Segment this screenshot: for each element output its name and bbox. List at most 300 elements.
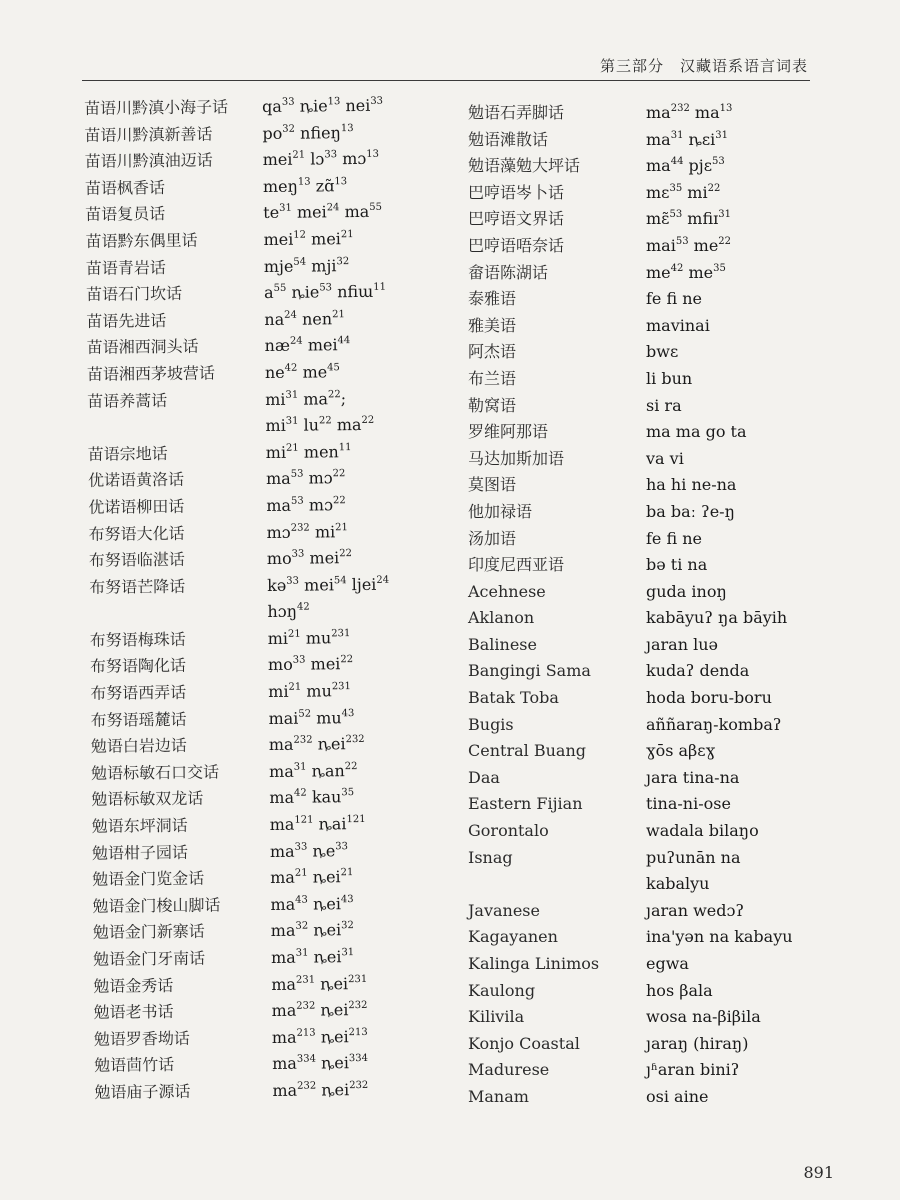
- language-name: Acehnese: [468, 581, 546, 601]
- language-name: 勉语金门新寨话: [92, 922, 205, 943]
- language-name: 苗语石门坎话: [85, 284, 183, 305]
- syllable: kə: [267, 575, 287, 595]
- table-row: [79, 730, 465, 761]
- tone-number: 44: [337, 335, 351, 347]
- word-form: [646, 366, 826, 393]
- word-form: [263, 198, 459, 227]
- syllable: ma: [266, 495, 292, 515]
- syllable: kudaʔ denda: [646, 661, 750, 681]
- tone-number: 24: [289, 335, 303, 348]
- running-header: 第三部分 汉藏语系语言词表: [599, 57, 808, 75]
- table-row: [74, 252, 460, 283]
- table-row: [72, 92, 458, 123]
- table-row: [73, 172, 459, 203]
- table-row: [82, 1023, 468, 1054]
- tone-number: 43: [341, 707, 355, 719]
- tone-number: 31: [670, 129, 684, 141]
- table-row: [468, 818, 826, 845]
- syllable: ma: [271, 1000, 297, 1021]
- table-row: [78, 677, 464, 708]
- right-column: [468, 100, 826, 1111]
- syllable: po: [262, 123, 283, 143]
- syllable: ljei: [346, 574, 377, 594]
- syllable: fe fi ne: [646, 528, 703, 548]
- language-name: 苗语川黔滇新善话: [84, 124, 213, 145]
- table-row: [468, 419, 826, 446]
- syllable: ma: [270, 947, 296, 967]
- tone-number: 11: [373, 281, 387, 294]
- tone-number: 33: [291, 548, 305, 560]
- syllable: ma: [298, 388, 329, 409]
- word-form: [646, 339, 826, 366]
- word-form: [646, 845, 826, 872]
- language-name: Javanese: [468, 900, 540, 920]
- table-row: [72, 119, 458, 150]
- syllable: ma: [269, 814, 295, 835]
- syllable: mei: [263, 229, 294, 249]
- syllable: mai: [268, 708, 299, 728]
- syllable: egwa: [646, 954, 689, 973]
- syllable: te: [263, 203, 280, 223]
- syllable: næ: [264, 336, 291, 356]
- word-form: [646, 951, 826, 978]
- language-name: 勉语石弄脚话: [468, 103, 565, 122]
- syllable: fe fi ne: [646, 289, 703, 309]
- tone-number: 21: [340, 867, 354, 879]
- syllable: si ra: [646, 395, 682, 415]
- tone-number: 232: [348, 1000, 368, 1012]
- syllable: mai: [646, 235, 676, 255]
- tone-number: 232: [345, 734, 365, 746]
- language-name: Batak Toba: [468, 688, 559, 708]
- language-name: 布努语西弄话: [90, 682, 187, 703]
- table-row: [82, 1049, 468, 1080]
- syllable: aññaraŋ-kombaʔ: [646, 714, 782, 734]
- word-form: [646, 526, 826, 553]
- header-rule: [82, 80, 810, 81]
- syllable: zɑ̃: [310, 176, 335, 196]
- word-form: [271, 943, 467, 972]
- language-name: 苗语枫香话: [84, 177, 166, 198]
- word-form: [269, 730, 465, 759]
- word-form: [646, 100, 826, 127]
- language-name: 勉语滩散话: [468, 129, 549, 149]
- table-row: [468, 685, 826, 712]
- syllable: ma: [339, 202, 370, 222]
- language-name: 他加禄语: [468, 501, 533, 521]
- word-form: [646, 791, 826, 818]
- tone-number: 21: [292, 149, 306, 161]
- word-form: [270, 890, 466, 919]
- tone-number: 52: [298, 708, 312, 720]
- language-name: 布努语梅珠话: [89, 629, 186, 650]
- table-row: [75, 358, 461, 389]
- tone-number: 33: [281, 96, 295, 108]
- tone-number: 43: [295, 894, 308, 906]
- syllable: meŋ: [262, 176, 299, 196]
- syllable: mo: [266, 548, 292, 569]
- table-row: [468, 791, 826, 818]
- word-form: [646, 685, 826, 712]
- tone-number: 213: [296, 1027, 316, 1039]
- language-name: 勉语老书话: [93, 1002, 174, 1023]
- tone-number: 53: [290, 468, 304, 481]
- table-row: [468, 127, 826, 154]
- table-row: [75, 384, 461, 415]
- language-name: 布努语瑶麓话: [90, 709, 187, 730]
- table-row: [468, 260, 826, 287]
- syllable: mi: [265, 389, 286, 409]
- word-form: [264, 331, 460, 360]
- syllable: mei: [305, 654, 341, 675]
- tone-number: 22: [361, 414, 375, 427]
- syllable: va vi: [646, 448, 684, 468]
- syllable: ȷara tina-na: [646, 767, 740, 787]
- tone-number: 31: [285, 415, 299, 427]
- word-form: [266, 491, 462, 520]
- syllable: ba baː ʔe-ŋ: [646, 501, 735, 521]
- table-row: [80, 890, 466, 921]
- word-form: [646, 1084, 826, 1111]
- table-row: [78, 704, 464, 735]
- syllable: ina'yən na kabayu: [646, 927, 793, 947]
- language-name: 阿杰语: [468, 342, 517, 362]
- syllable: hoda boru-boru: [646, 688, 772, 708]
- tone-number: 22: [707, 182, 721, 194]
- syllable: ȵe: [307, 840, 336, 861]
- word-form: [646, 632, 826, 659]
- word-form: [269, 783, 465, 812]
- word-form: [270, 810, 466, 839]
- syllable: ȷaran luə: [646, 634, 718, 654]
- tone-number: 334: [296, 1053, 316, 1066]
- tone-number: 232: [290, 522, 310, 534]
- tone-number: 45: [327, 362, 340, 374]
- tone-number: 31: [285, 389, 299, 401]
- table-row: [76, 438, 462, 469]
- word-form: [646, 180, 826, 207]
- syllable: ma: [271, 974, 297, 994]
- syllable: ha hi ne-na: [646, 475, 737, 495]
- syllable: tina-ni-ose: [646, 794, 731, 814]
- language-name: 布努语陶化话: [89, 656, 187, 677]
- language-name: Eastern Fijian: [468, 794, 583, 814]
- table-row: [468, 472, 826, 499]
- syllable: ma ma go ta: [646, 422, 747, 442]
- tone-number: 11: [338, 441, 352, 453]
- tone-number: 231: [331, 627, 351, 640]
- table-row: [73, 225, 459, 256]
- language-name: Kagayanen: [468, 927, 558, 947]
- language-name: 优诺语黄洛话: [87, 470, 185, 491]
- table-row: [468, 286, 826, 313]
- syllable: ȷaraŋ (hiraŋ): [646, 1033, 749, 1053]
- syllable: pjɛ: [683, 156, 713, 176]
- word-form: [271, 996, 467, 1025]
- tone-number: 22: [318, 415, 332, 427]
- syllable: ma: [265, 469, 291, 489]
- table-row: [468, 366, 826, 393]
- syllable: mɛ̃: [646, 209, 670, 229]
- word-form: [272, 1076, 468, 1105]
- tone-number: 21: [288, 681, 302, 693]
- table-row: [468, 924, 826, 951]
- language-name: 苗语养蒿话: [87, 390, 168, 411]
- word-form: [263, 225, 459, 254]
- table-row: [76, 464, 462, 495]
- word-form: [646, 260, 826, 287]
- tone-number: 35: [713, 262, 726, 274]
- word-form: [266, 438, 462, 467]
- syllable: mu: [300, 628, 332, 648]
- syllable: ne: [264, 362, 285, 382]
- table-row: [81, 943, 467, 974]
- syllable: ȵei: [307, 867, 341, 887]
- syllable: ȵei: [315, 1000, 349, 1020]
- table-row: [468, 339, 826, 366]
- tone-number: 31: [341, 947, 355, 959]
- table-row: [82, 1076, 468, 1107]
- language-name: [76, 431, 266, 433]
- syllable: mu: [310, 707, 342, 728]
- language-name: Konjo Coastal: [468, 1033, 580, 1053]
- syllable: bə ti na: [646, 555, 708, 575]
- syllable: ȵei: [307, 894, 342, 914]
- syllable: ma: [270, 894, 296, 914]
- syllable: osi aine: [646, 1086, 709, 1106]
- language-name: 勉语茴竹话: [94, 1055, 175, 1076]
- language-name: 泰雅语: [468, 289, 517, 309]
- syllable: ma: [689, 103, 720, 122]
- language-name: 汤加语: [468, 528, 517, 548]
- language-name: 勉语白岩边话: [90, 736, 187, 757]
- tone-number: 42: [670, 262, 684, 274]
- tone-number: 21: [294, 867, 308, 879]
- language-name: 雅美语: [468, 315, 517, 335]
- language-name: Bangingi Sama: [468, 661, 591, 681]
- tone-number: 24: [376, 574, 390, 586]
- table-row: [468, 898, 826, 925]
- syllable: kabāyuʔ ŋa bāyih: [646, 608, 788, 628]
- language-name: 马达加斯加语: [468, 448, 565, 468]
- word-form: [272, 1023, 468, 1052]
- syllable: mei: [298, 574, 334, 595]
- word-form: [646, 579, 826, 606]
- table-row: [468, 526, 826, 553]
- syllable: kabalyu: [646, 874, 710, 894]
- tone-number: 24: [326, 202, 340, 214]
- table-row: [468, 446, 826, 473]
- word-form: [646, 898, 826, 925]
- word-form: [646, 393, 826, 420]
- syllable: lu: [298, 415, 320, 435]
- table-row: [468, 658, 826, 685]
- language-name: 巴哼语文界话: [468, 209, 565, 229]
- word-form: [266, 517, 462, 546]
- tone-number: 232: [349, 1079, 369, 1092]
- word-form: [269, 757, 465, 786]
- syllable: mei: [304, 548, 340, 568]
- language-name: 勉语标敏石口交话: [90, 762, 220, 783]
- tone-number: 53: [669, 209, 683, 221]
- language-name: Isnag: [468, 847, 513, 867]
- tone-number: 232: [670, 103, 690, 114]
- page-number: 891: [803, 1163, 834, 1182]
- syllable: ȵie: [294, 96, 328, 116]
- table-row: [468, 499, 826, 526]
- table-row: [468, 951, 826, 978]
- language-name: Gorontalo: [468, 821, 549, 841]
- word-form: [266, 464, 462, 493]
- tone-number: 21: [331, 308, 345, 321]
- tone-number: 13: [340, 122, 354, 134]
- word-form: [262, 92, 458, 121]
- syllable: mi: [267, 628, 289, 648]
- table-row: [80, 863, 466, 894]
- tone-number: 22: [344, 760, 358, 773]
- syllable: nfiɯ: [331, 282, 374, 302]
- syllable: mi: [265, 415, 286, 436]
- language-name: Aklanon: [468, 608, 535, 628]
- syllable: qa: [262, 96, 283, 117]
- syllable: ma: [271, 1027, 297, 1047]
- language-name: 勉语庙子源话: [94, 1081, 191, 1102]
- table-row: [77, 544, 463, 575]
- table-row: [78, 624, 464, 655]
- language-name: 勉语金门牙南话: [92, 948, 206, 969]
- language-name: 勉语金秀话: [93, 975, 174, 996]
- language-name: 巴哼语唔奈话: [468, 235, 565, 255]
- tone-number: 13: [366, 148, 380, 161]
- language-name: 苗语复员话: [85, 204, 166, 225]
- language-name: Daa: [468, 767, 500, 787]
- table-row: [468, 765, 826, 792]
- syllable: mei: [305, 229, 341, 249]
- tone-number: 53: [675, 235, 689, 247]
- tone-number: 53: [319, 282, 333, 294]
- syllable: mɔ: [303, 495, 334, 515]
- language-name: Kilivila: [468, 1007, 525, 1027]
- table-row: [77, 571, 463, 602]
- table-row: [76, 491, 462, 522]
- tone-number: 54: [333, 574, 347, 586]
- word-form: [262, 119, 458, 148]
- tone-number: 22: [332, 468, 346, 480]
- language-name: 勉语东坪洞话: [91, 815, 188, 836]
- word-form: [264, 252, 460, 281]
- word-form: [272, 1049, 468, 1078]
- language-name: Madurese: [468, 1060, 550, 1080]
- syllable: ma: [268, 734, 294, 755]
- tone-number: 35: [669, 182, 683, 194]
- language-name: 布努语芒降话: [89, 576, 186, 597]
- language-name: 苗语川黔滇油迈话: [84, 150, 213, 172]
- syllable: ɣōs aβɛɣ: [646, 741, 716, 761]
- table-row: [468, 393, 826, 420]
- word-form: [646, 605, 826, 632]
- syllable: mavinai: [646, 315, 710, 335]
- syllable: mji: [306, 255, 337, 276]
- tone-number: 53: [712, 156, 725, 168]
- tone-number: 55: [369, 202, 382, 214]
- tone-number: 33: [370, 95, 384, 107]
- language-name: 苗语黔东偶里话: [85, 230, 198, 251]
- table-row: [468, 1084, 826, 1111]
- syllable: ȵai: [313, 814, 347, 834]
- language-name: 苗语川黔滇小海子话: [84, 97, 229, 118]
- tone-number: 13: [334, 175, 348, 188]
- table-row: [468, 180, 826, 207]
- word-form: [646, 924, 826, 951]
- syllable: mu: [301, 681, 332, 701]
- language-name: 勉语金门梭山脚话: [92, 895, 221, 916]
- table-row: [79, 757, 465, 788]
- language-name: 勉语标敏双龙话: [91, 789, 204, 810]
- tone-number: 55: [273, 282, 287, 295]
- syllable: me: [683, 262, 714, 282]
- tone-number: 121: [346, 813, 366, 826]
- word-form: [646, 313, 826, 340]
- word-form: [646, 499, 826, 526]
- table-row: [73, 145, 459, 176]
- tone-number: 213: [348, 1026, 368, 1038]
- language-name: Balinese: [468, 634, 537, 654]
- syllable: ma: [270, 867, 296, 888]
- tone-number: 53: [290, 495, 304, 507]
- word-form: [646, 419, 826, 446]
- tone-number: 21: [287, 628, 301, 640]
- language-name: 布努语大化话: [88, 523, 185, 544]
- table-row: [468, 313, 826, 340]
- syllable: ȵei: [312, 734, 346, 754]
- tone-number: 22: [339, 548, 352, 560]
- syllable: ma: [272, 1080, 298, 1100]
- word-form: [268, 677, 464, 706]
- tone-number: 21: [340, 229, 354, 241]
- tone-number: 13: [327, 96, 341, 108]
- syllable: nfieŋ: [294, 122, 341, 143]
- word-form: [268, 704, 464, 733]
- language-name: Kaulong: [468, 980, 536, 1000]
- language-name: 印度尼西亚语: [468, 555, 565, 575]
- word-form: [646, 1057, 826, 1084]
- tone-number: 22: [327, 388, 341, 400]
- word-form: [646, 472, 826, 499]
- word-form: [646, 765, 826, 792]
- word-form: [646, 127, 826, 154]
- tone-number: 22: [332, 495, 346, 507]
- syllable: ma: [270, 921, 296, 941]
- syllable: ȵei: [315, 973, 349, 994]
- syllable: men: [298, 441, 339, 462]
- syllable: mi: [309, 521, 336, 542]
- syllable: na: [264, 309, 285, 329]
- syllable: puʔunān na: [646, 847, 741, 867]
- language-name: 巴哼语岑卜话: [468, 182, 565, 202]
- word-form: [265, 411, 461, 440]
- syllable: ȵei: [308, 947, 342, 967]
- table-row: [468, 712, 826, 739]
- tone-number: 33: [324, 149, 338, 161]
- language-name: Manam: [468, 1086, 529, 1106]
- syllable: mei: [302, 335, 338, 355]
- syllable: ȷaran wedɔʔ: [646, 900, 745, 920]
- word-form: [265, 358, 461, 387]
- syllable: kau: [306, 787, 342, 808]
- tone-number: 32: [336, 255, 350, 267]
- table-row: [468, 233, 826, 260]
- tone-number: 22: [718, 235, 732, 247]
